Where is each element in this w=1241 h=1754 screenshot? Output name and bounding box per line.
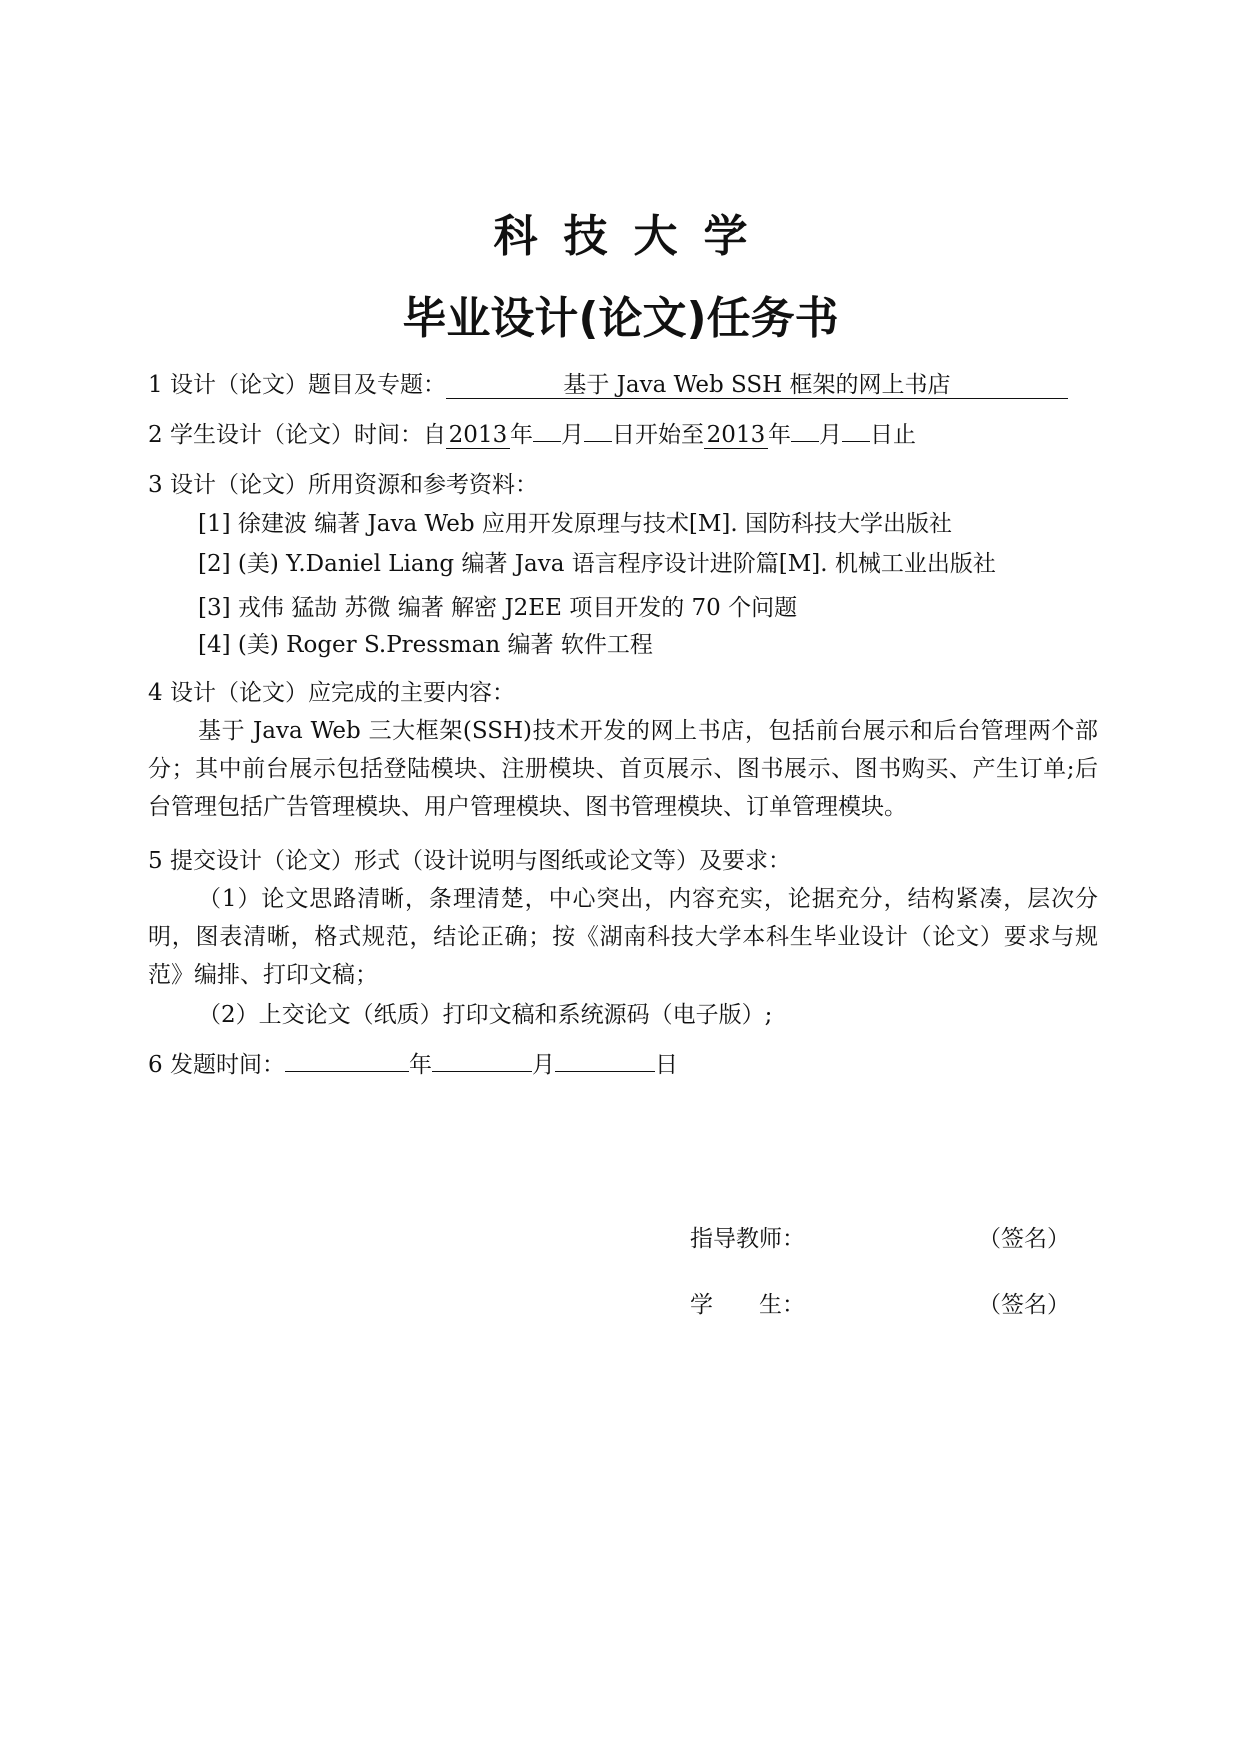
item-time: [148, 416, 916, 449]
issue-month-blank: [432, 1071, 532, 1072]
start-year: 2013: [446, 422, 510, 449]
reference-item: [4] (美) Roger S.Pressman 编著 软件工程: [198, 632, 653, 658]
end-month-char: 月: [818, 422, 842, 448]
student-sign-note: （签名）: [978, 1292, 1070, 1318]
issue-day-blank: [555, 1071, 655, 1072]
start-month-char: 月: [560, 422, 584, 448]
item-topic: [148, 366, 1068, 399]
school-name: 科技大学: [493, 211, 774, 262]
item-time-label: 2 学生设计（论文）时间：自: [148, 422, 446, 448]
issue-month-char: 月: [531, 1052, 555, 1078]
item-submission-label: 5 提交设计（论文）形式（设计说明与图纸或论文等）及要求：: [148, 848, 791, 874]
advisor-label: 指导教师：: [690, 1226, 805, 1252]
item-content-label: 4 设计（论文）应完成的主要内容：: [148, 680, 515, 706]
reference-item: [1] 徐建波 编著 Java Web 应用开发原理与技术[M]. 国防科技大学出版社: [198, 511, 952, 537]
start-day-text: 日开始至: [611, 422, 704, 448]
advisor-sign-note: （签名）: [978, 1226, 1070, 1252]
start-day-blank: [584, 441, 612, 442]
end-month-blank: [791, 441, 819, 442]
end-year-char: 年: [767, 422, 791, 448]
start-month-blank: [533, 441, 561, 442]
item-issue-label: 6 发题时间：: [148, 1052, 285, 1078]
reference-item: [3] 戎伟 猛劼 苏微 编著 解密 J2EE 项目开发的 70 个问题: [198, 595, 798, 621]
item-references-label: 3 设计（论文）所用资源和参考资料：: [148, 472, 538, 498]
student-label: 学 生：: [690, 1292, 805, 1318]
item-issue-date: [148, 1046, 678, 1079]
end-year: 2013: [704, 422, 768, 449]
document-title: 毕业设计(论文)任务书: [402, 293, 839, 344]
item-topic-label: 1 设计（论文）题目及专题：: [148, 372, 446, 398]
end-day-text: 日止: [869, 422, 916, 448]
submission-requirement-1: （1）论文思路清晰，条理清楚，中心突出，内容充实，论据充分，结构紧凑，层次分明，图表清晰，格式规范，结论正确；按《湖南科技大学本科生毕业设计（论文）要求与规范》编排、打印文稿；: [148, 886, 1098, 988]
start-year-char: 年: [509, 422, 533, 448]
submission-requirement-2: （2）上交论文（纸质）打印文稿和系统源码（电子版）;: [198, 1002, 773, 1028]
issue-year-char: 年: [408, 1052, 432, 1078]
issue-day-char: 日: [654, 1052, 678, 1078]
item-content-body: 基于 Java Web 三大框架(SSH)技术开发的网上书店，包括前台展示和后台管理两个部分；其中前台展示包括登陆模块、注册模块、首页展示、图书展示、图书购买、产生订单;后台管理包括广告管理模块、用户管理模块、图书管理模块、订单管理模块。: [148, 718, 1098, 820]
item-topic-value: 基于 Java Web SSH 框架的网上书店: [446, 372, 1068, 399]
reference-item: [2] (美) Y.Daniel Liang 编著 Java 语言程序设计进阶篇[M]. 机械工业出版社: [198, 551, 996, 577]
end-day-blank: [842, 441, 870, 442]
issue-year-blank: [285, 1071, 409, 1072]
